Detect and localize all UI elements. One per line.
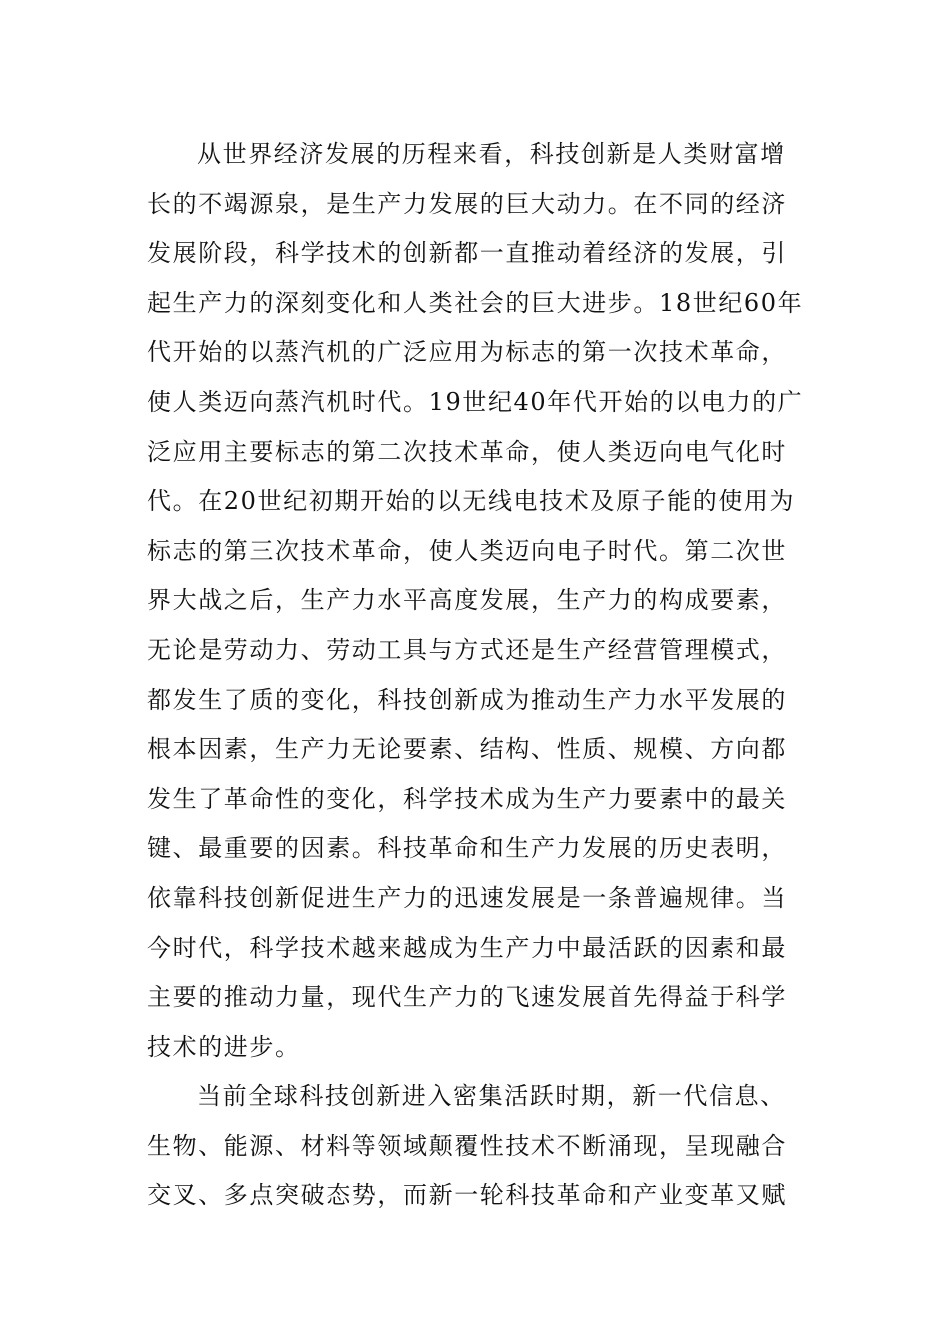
paragraph-line: 都发生了质的变化，科技创新成为推动生产力水平发展的: [147, 685, 787, 714]
paragraph-line: 界大战之后，生产力水平高度发展，生产力的构成要素，: [147, 586, 787, 615]
paragraph-line: 当前全球科技创新进入密集活跃时期，新一代信息、: [197, 1082, 786, 1111]
paragraph-line: 依靠科技创新促进生产力的迅速发展是一条普遍规律。当: [147, 883, 787, 912]
paragraph-line: 代。在20世纪初期开始的以无线电技术及原子能的使用为: [147, 487, 796, 516]
paragraph-line: 主要的推动力量，现代生产力的飞速发展首先得益于科学: [147, 983, 787, 1012]
paragraph-line: 代开始的以蒸汽机的广泛应用为标志的第一次技术革命，: [147, 338, 787, 367]
paragraph-line: 发展阶段，科学技术的创新都一直推动着经济的发展，引: [147, 239, 787, 268]
paragraph-line: 无论是劳动力、劳动工具与方式还是生产经营管理模式，: [147, 635, 787, 664]
paragraph-line: 今时代，科学技术越来越成为生产力中最活跃的因素和最: [147, 933, 787, 962]
paragraph-line: 标志的第三次技术革命，使人类迈向电子时代。第二次世: [147, 536, 787, 565]
paragraph-line: 交叉、多点突破态势，而新一轮科技革命和产业变革又赋: [147, 1181, 787, 1210]
paragraph-line: 根本因素，生产力无论要素、结构、性质、规模、方向都: [147, 735, 787, 764]
document-body: [147, 130, 807, 1221]
paragraph-line: 泛应用主要标志的第二次技术革命，使人类迈向电气化时: [147, 437, 787, 466]
paragraph-line: 技术的进步。: [147, 1032, 301, 1061]
paragraph-line: 长的不竭源泉，是生产力发展的巨大动力。在不同的经济: [147, 189, 787, 218]
paragraph-line: 起生产力的深刻变化和人类社会的巨大进步。18世纪60年: [147, 288, 804, 317]
paragraph-line: 从世界经济发展的历程来看，科技创新是人类财富增: [197, 140, 786, 168]
paragraph-line: 生物、能源、材料等领域颠覆性技术不断涌现，呈现融合: [147, 1131, 787, 1160]
paragraph-line: 使人类迈向蒸汽机时代。19世纪40年代开始的以电力的广: [147, 387, 804, 416]
paragraph-1: [147, 130, 807, 1072]
paragraph-line: 发生了革命性的变化，科学技术成为生产力要素中的最关: [147, 784, 787, 813]
paragraph-line: 键、最重要的因素。科技革命和生产力发展的历史表明，: [147, 834, 787, 863]
paragraph-2: [147, 1072, 807, 1221]
